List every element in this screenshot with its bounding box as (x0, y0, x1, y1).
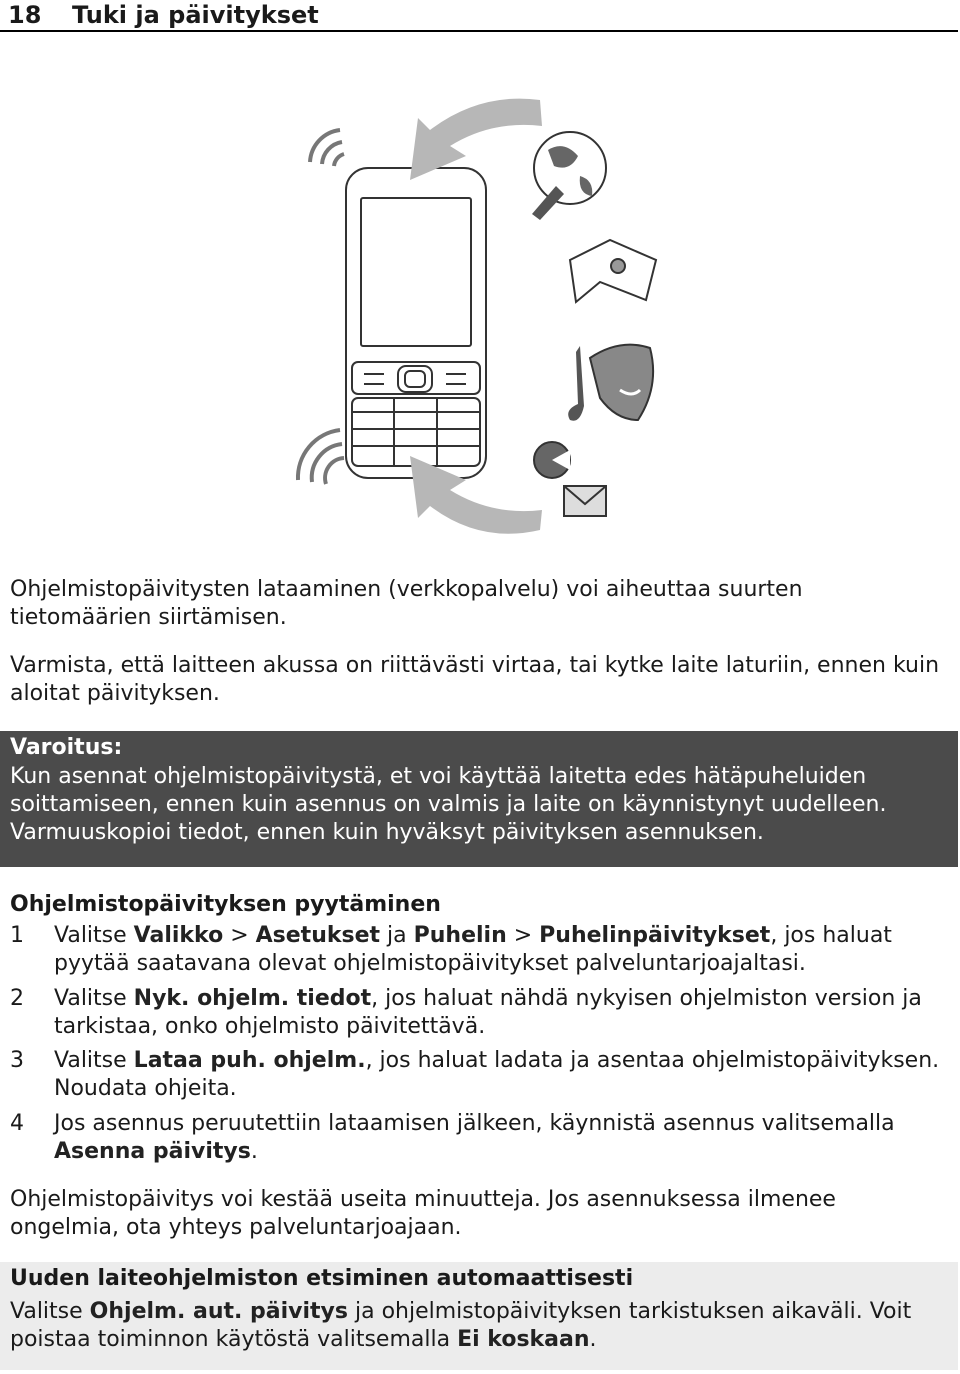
step-item (10, 985, 950, 1041)
step-item (10, 1110, 950, 1166)
step-text: Valitse Nyk. ohjelm. tiedot, jos haluat nähdä nykyisen ohjelmiston version ja tarkistaa, onko ohjelmisto päivitettävä. (54, 986, 922, 1039)
auto-update-text: Valitse Ohjelm. aut. päivitys ja ohjelmistopäivityksen tarkistuksen aikaväli. Voit poistaa toiminnon käytöstä valitsemalla Ei koskaan. (10, 1299, 912, 1352)
warning-text: Kun asennat ohjelmistopäivitystä, et voi käyttää laitetta edes hätäpuheluiden soittamiseen, ennen kuin asennus on valmis ja laite on käynnistynyt uudelleen. Varmuuskopioi tiedot, ennen kuin hyväksyt päivityksen asennuksen. (10, 764, 887, 845)
ui-label-lataa-puh-ohjelm: Lataa puh. ohjelm. (133, 1048, 366, 1073)
ui-label-puhelinpaivitykset: Puhelinpäivitykset (539, 923, 771, 948)
phone-icon (346, 168, 486, 478)
ui-label-ei-koskaan: Ei koskaan (457, 1327, 590, 1352)
globe-icon (532, 132, 606, 220)
chat-icon (534, 442, 570, 478)
map-icon (570, 240, 656, 302)
page-number: 18 (8, 1, 42, 29)
ui-label-asenna-paivitys: Asenna päivitys (54, 1139, 251, 1164)
ui-label-valikko: Valikko (133, 923, 224, 948)
step-number: 1 (10, 923, 24, 948)
step-text: Valitse Lataa puh. ohjelm., jos haluat ladata ja asentaa ohjelmistopäivityksen. Noudata ohjeita. (54, 1048, 940, 1101)
step-text: Jos asennus peruutettiin lataamisen jälkeen, käynnistä asennus valitsemalla Asenna päivitys. (54, 1111, 895, 1164)
page-header (0, 0, 958, 32)
step-item (10, 1047, 950, 1103)
ui-label-asetukset: Asetukset (255, 923, 381, 948)
ui-label-nyk-ohjelm-tiedot: Nyk. ohjelm. tiedot (133, 986, 372, 1011)
section-heading-request: Ohjelmistopäivityksen pyytäminen (10, 892, 441, 917)
chapter-title: Tuki ja päivitykset (72, 1, 319, 29)
software-update-illustration (280, 90, 680, 560)
warning-box (0, 731, 958, 867)
step-item (10, 922, 950, 978)
intro-paragraph-2: Varmista, että laitteen akussa on riittävästi virtaa, tai kytke laite laturiin, ennen kuin aloitat päivityksen. (10, 653, 940, 706)
signal-arcs-icon (298, 130, 344, 484)
step-text: Valitse Valikko > Asetukset ja Puhelin > Puhelinpäivitykset, jos haluat pyytää saatavana olevat ohjelmistopäivitykset palveluntarjoajaltasi. (54, 923, 892, 976)
step-number: 4 (10, 1111, 24, 1136)
auto-update-section (0, 1262, 958, 1370)
warning-title: Varoitus: (10, 735, 123, 760)
intro-paragraph-1: Ohjelmistopäivitysten lataaminen (verkkopalvelu) voi aiheuttaa suurten tietomäärien siirtämisen. (10, 577, 803, 630)
step-number: 3 (10, 1048, 24, 1073)
music-masks-icon (568, 345, 653, 421)
ui-label-puhelin: Puhelin (413, 923, 507, 948)
step-number: 2 (10, 986, 24, 1011)
update-duration-note: Ohjelmistopäivitys voi kestää useita minuutteja. Jos asennuksessa ilmenee ongelmia, ota yhteys palveluntarjoajaan. (10, 1187, 836, 1240)
envelope-icon (564, 486, 606, 516)
ui-label-ohjelm-aut-paivitys: Ohjelm. aut. päivitys (89, 1299, 348, 1324)
section-heading-auto: Uuden laiteohjelmiston etsiminen automaattisesti (10, 1266, 634, 1291)
